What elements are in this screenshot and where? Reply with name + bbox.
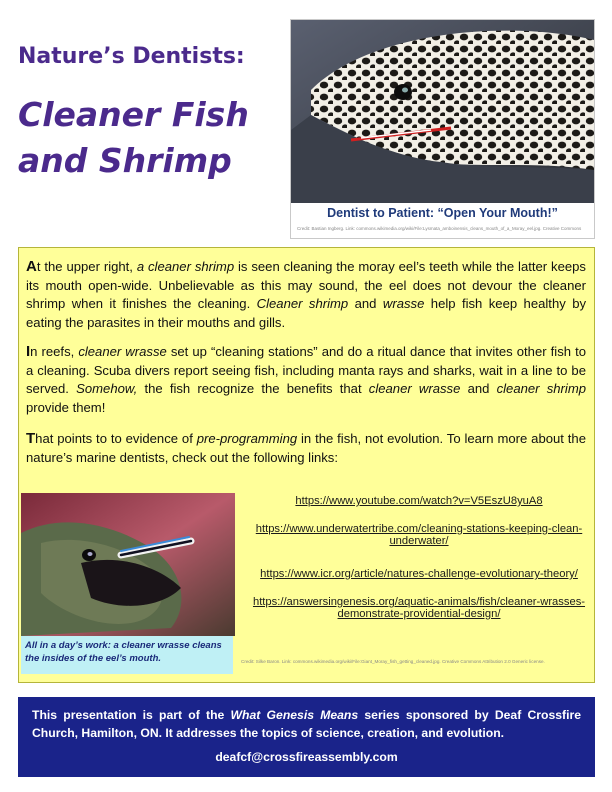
main-text-panel: [18, 247, 595, 683]
footer-banner: [18, 697, 595, 777]
cleaner-wrasse-photo: [21, 493, 235, 636]
top-photo-caption: Dentist to Patient: “Open Your Mouth!”: [327, 206, 558, 220]
footer-email: deafcf@crossfireassembly.com: [215, 750, 398, 764]
top-photo-frame: [290, 19, 595, 239]
moray-eel-image: [291, 20, 594, 203]
link-youtube[interactable]: https://www.youtube.com/watch?v=V5EszU8yuA8: [295, 495, 543, 507]
paragraph-3: That points to to evidence of pre-programming in the fish, not evolution. To learn more about the nature’s marine dentists, check out the following links:: [26, 430, 587, 465]
cleaner-wrasse-image: [21, 493, 235, 636]
link-underwatertribe[interactable]: https://www.underwatertribe.com/cleaning-stations-keeping-clean-underwater/: [255, 523, 583, 547]
paragraph-2: In reefs, cleaner wrasse set up “cleaning stations” and do a ritual dance that invites other fish to a cleaning. Scuba divers report seeing fish, including manta rays and sharks, wait in a line to be served. Somehow, the fish recognize the benefits that cleaner wrasse and cleaner shrimp provide them!: [26, 343, 587, 416]
title-line-2: Cleaner Fish and Shrimp: [18, 95, 249, 180]
bottom-photo-caption: All in a day’s work: a cleaner wrasse cleans the insides of the eel’s mouth.: [21, 636, 233, 674]
title-line-1: Nature’s Dentists:: [18, 44, 245, 69]
link-answersingenesis[interactable]: https://answersingenesis.org/aquatic-animals/fish/cleaner-wrasses-demonstrate-providential-design/: [252, 596, 586, 620]
top-photo-credit: Credit: Bastian Ingberg. Link: commons.wikimedia.org/wiki/File:Lysmata_amboinensis_cleans_mouth_of_a_Moray_eel.jpg. Creative Commons: [297, 226, 582, 231]
footer-text: This presentation is part of the What Genesis Means series sponsored by Deaf Crossfire Church, Hamilton, ON. It addresses the topics of science, creation, and evolution.: [32, 708, 581, 740]
moray-eel-photo: [291, 20, 594, 203]
bottom-photo-credit: Credit: Silke Baron. Link: commons.wikimedia.org/wiki/File:Giant_Moray_fish_getting_cleaned.jpg. Creative Commons Attribution 2.0 Generic license.: [241, 659, 545, 664]
link-icr[interactable]: https://www.icr.org/article/natures-challenge-evolutionary-theory/: [260, 568, 578, 580]
paragraph-1: At the upper right, a cleaner shrimp is seen cleaning the moray eel’s teeth while the latter keeps its mouth open-wide. Unbelievable as this may sound, the eel does not devour the cleaner shrimp when it finishes the cleaning. Cleaner shrimp and wrasse help fish keep healthy by eating the parasites in their mouths and gills.: [26, 258, 587, 331]
